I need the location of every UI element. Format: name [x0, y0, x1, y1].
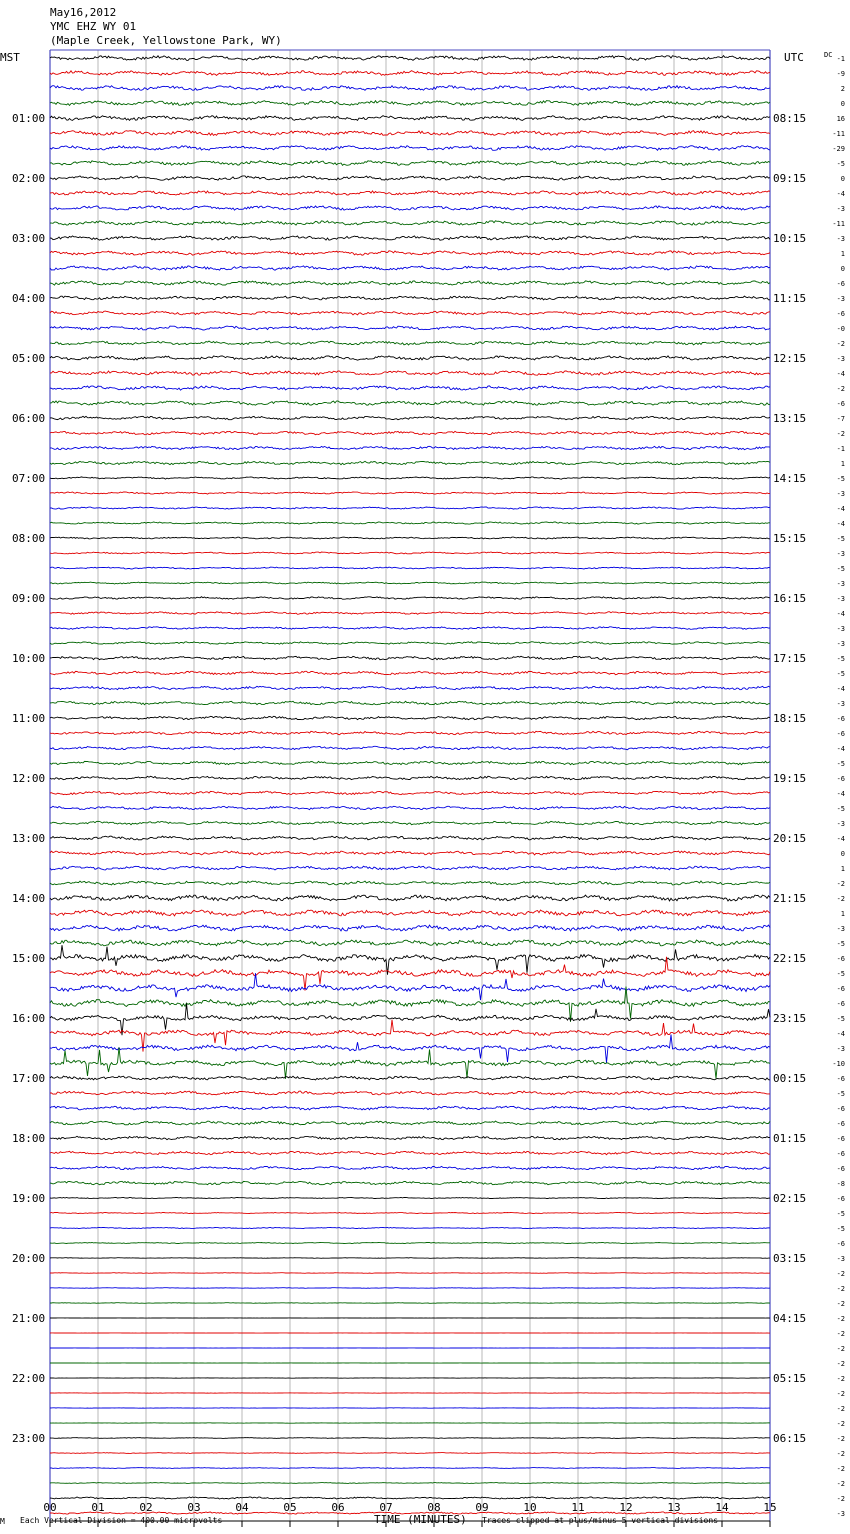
dc-offset-value: -10: [832, 1060, 845, 1068]
trace-line: [50, 311, 770, 315]
trace-line: [50, 131, 770, 136]
right-hour-label: 13:15: [773, 412, 807, 425]
dc-offset-value: -2: [836, 895, 845, 903]
trace-line: [50, 1106, 770, 1110]
dc-offset-value: -8: [836, 1180, 845, 1188]
trace-line: [50, 1020, 770, 1052]
trace-line: [50, 791, 770, 794]
dc-offset-value: -6: [836, 1165, 845, 1173]
dc-offset-value: -2: [836, 1300, 845, 1308]
x-tick-label: 08: [427, 1501, 441, 1514]
trace-line: [50, 973, 770, 1000]
dc-offset-value: -3: [836, 595, 845, 603]
dc-offset-value: -2: [836, 1315, 845, 1323]
trace-line: [50, 1003, 770, 1035]
x-tick-label: 06: [331, 1501, 345, 1514]
trace-line: [50, 1198, 770, 1199]
dc-offset-value: -4: [836, 835, 845, 843]
x-tick-label: 14: [715, 1501, 729, 1514]
dc-offset-value: -6: [836, 310, 845, 318]
dc-offset-value: 2: [840, 85, 845, 93]
dc-offset-value: 0: [840, 850, 845, 858]
clip-note: Traces clipped at plus/minus 5 vertical divisions: [482, 1516, 719, 1525]
trace-line: [50, 356, 770, 360]
trace-line: [50, 627, 770, 630]
dc-offset-value: -2: [836, 1405, 845, 1413]
right-hour-label: 15:15: [773, 532, 807, 545]
dc-offset-value: -3: [836, 925, 845, 933]
dc-offset-value: -2: [836, 1465, 845, 1473]
right-hour-label: 05:15: [773, 1372, 807, 1385]
trace-line: [50, 1035, 770, 1063]
dc-offset-value: -3: [836, 640, 845, 648]
dc-offset-value: -2: [836, 1495, 845, 1503]
dc-offset-value: -6: [836, 775, 845, 783]
right-hour-label: 11:15: [773, 292, 807, 305]
trace-line: [50, 940, 770, 946]
dc-offset-value: -3: [836, 295, 845, 303]
x-tick-label: 07: [379, 1501, 393, 1514]
left-hour-label: 10:00: [12, 652, 46, 665]
dc-offset-value: -6: [836, 715, 845, 723]
dc-offset-value: -2: [836, 1360, 845, 1368]
left-hour-label: 15:00: [12, 952, 46, 965]
dc-offset-value: -3: [836, 580, 845, 588]
dc-offset-value: -3: [836, 550, 845, 558]
dc-offset-value: -6: [836, 985, 845, 993]
dc-offset-value: -1: [836, 445, 845, 453]
left-hour-label: 07:00: [12, 472, 46, 485]
trace-line: [50, 221, 770, 225]
right-hour-label: 06:15: [773, 1432, 807, 1445]
left-hour-label: 16:00: [12, 1012, 46, 1025]
dc-offset-value: -5: [836, 805, 845, 813]
trace-line: [50, 1468, 770, 1469]
dc-offset-value: -2: [836, 1420, 845, 1428]
trace-line: [50, 101, 770, 106]
x-tick-label: 02: [139, 1501, 153, 1514]
dc-offset-value: -11: [832, 220, 845, 228]
trace-line: [50, 161, 770, 166]
dc-offset-value: -3: [836, 700, 845, 708]
right-hour-label: 16:15: [773, 592, 807, 605]
trace-line: [50, 1121, 770, 1125]
trace-line: [50, 416, 770, 419]
trace-line: [50, 1213, 770, 1214]
dc-offset-value: -6: [836, 955, 845, 963]
dc-offset-value: -3: [836, 205, 845, 213]
right-hour-label: 14:15: [773, 472, 807, 485]
dc-offset-value: -6: [836, 1135, 845, 1143]
station-code: YMC EHZ WY 01: [50, 20, 137, 33]
trace-line: [50, 492, 770, 494]
trace-line: [50, 925, 770, 931]
trace-line: [50, 86, 770, 91]
dc-offset-value: -0: [836, 325, 845, 333]
time-grid: [50, 50, 770, 1521]
dc-offset-value: -6: [836, 1000, 845, 1008]
dc-offset-value: -3: [836, 625, 845, 633]
left-hour-label: 14:00: [12, 892, 46, 905]
left-hour-label: 22:00: [12, 1372, 46, 1385]
dc-offset-value: -2: [836, 340, 845, 348]
footer-mark: M: [0, 1517, 5, 1526]
dc-offset-value: -6: [836, 400, 845, 408]
dc-offset-value: -4: [836, 745, 845, 753]
station-location: (Maple Creek, Yellowstone Park, WY): [50, 34, 282, 47]
dc-offset-value: -4: [836, 790, 845, 798]
trace-line: [50, 296, 770, 300]
x-tick-label: 00: [43, 1501, 57, 1514]
left-hour-label: 23:00: [12, 1432, 46, 1445]
right-hour-label: 00:15: [773, 1072, 807, 1085]
trace-line: [50, 431, 770, 434]
trace-line: [50, 612, 770, 615]
trace-line: [50, 1483, 770, 1484]
trace-line: [50, 522, 770, 524]
dc-offset-value: -5: [836, 1090, 845, 1098]
left-hour-label: 18:00: [12, 1132, 46, 1145]
dc-offset-value: 0: [840, 265, 845, 273]
dc-offset-value: -11: [832, 130, 845, 138]
dc-offset-value: -6: [836, 730, 845, 738]
dc-offset-value: -5: [836, 1210, 845, 1218]
dc-offset-value: -5: [836, 940, 845, 948]
trace-line: [50, 866, 770, 870]
right-hour-label: 20:15: [773, 832, 807, 845]
trace-line: [50, 1438, 770, 1439]
right-hour-label: 02:15: [773, 1192, 807, 1205]
dc-offset-value: -4: [836, 610, 845, 618]
trace-line: [50, 1076, 770, 1080]
dc-offset-value: -4: [836, 1030, 845, 1038]
left-hour-label: 08:00: [12, 532, 46, 545]
dc-offset-value: -29: [832, 145, 845, 153]
dc-offset-value: -6: [836, 1120, 845, 1128]
trace-line: [50, 56, 770, 61]
trace-line: [50, 776, 770, 779]
trace-line: [50, 597, 770, 600]
trace-line: [50, 552, 770, 554]
trace-line: [50, 642, 770, 645]
dc-offset-value: -6: [836, 1195, 845, 1203]
left-hour-label: 12:00: [12, 772, 46, 785]
right-hour-label: 23:15: [773, 1012, 807, 1025]
dc-offset-column: [832, 55, 845, 1518]
trace-line: [50, 71, 770, 76]
dc-offset-value: -2: [836, 1480, 845, 1488]
dc-offset-value: -5: [836, 475, 845, 483]
dc-offset-value: -5: [836, 565, 845, 573]
dc-offset-value: -3: [836, 1255, 845, 1263]
dc-offset-value: -3: [836, 235, 845, 243]
seismic-traces: [50, 56, 770, 1515]
left-time-axis: [12, 112, 45, 1445]
left-hour-label: 06:00: [12, 412, 46, 425]
left-hour-label: 09:00: [12, 592, 46, 605]
trace-line: [50, 176, 770, 180]
x-axis-title: TIME (MINUTES): [374, 1513, 467, 1526]
x-tick-label: 12: [619, 1501, 633, 1514]
trace-line: [50, 851, 770, 855]
dc-offset-value: -2: [836, 880, 845, 888]
trace-line: [50, 1243, 770, 1244]
dc-offset-value: -4: [836, 370, 845, 378]
left-hour-label: 11:00: [12, 712, 46, 725]
left-hour-label: 01:00: [12, 112, 46, 125]
scale-note: Each Vertical Division = 400.00 microvolts: [20, 1516, 223, 1525]
dc-offset-value: -2: [836, 1390, 845, 1398]
trace-line: [50, 386, 770, 390]
trace-line: [50, 146, 770, 151]
dc-offset-value: -3: [836, 1045, 845, 1053]
dc-offset-value: -3: [836, 1510, 845, 1518]
right-hour-label: 21:15: [773, 892, 807, 905]
right-hour-label: 04:15: [773, 1312, 807, 1325]
trace-line: [50, 881, 770, 885]
dc-offset-value: 0: [840, 100, 845, 108]
dc-offset-value: -1: [836, 55, 845, 63]
dc-offset-value: -2: [836, 1285, 845, 1293]
dc-offset-value: 1: [840, 250, 845, 258]
trace-line: [50, 656, 770, 659]
trace-line: [50, 910, 770, 916]
trace-line: [50, 401, 770, 405]
dc-offset-value: -6: [836, 280, 845, 288]
x-tick-label: 03: [187, 1501, 201, 1514]
trace-line: [50, 957, 770, 991]
left-hour-label: 21:00: [12, 1312, 46, 1325]
x-tick-label: 11: [571, 1501, 585, 1514]
right-hour-label: 12:15: [773, 352, 807, 365]
x-tick-label: 09: [475, 1501, 489, 1514]
trace-line: [50, 1228, 770, 1229]
dc-offset-value: -2: [836, 1270, 845, 1278]
dc-offset-value: -4: [836, 505, 845, 513]
right-hour-label: 01:15: [773, 1132, 807, 1145]
trace-line: [50, 1453, 770, 1454]
trace-line: [50, 326, 770, 330]
dc-offset-value: -5: [836, 535, 845, 543]
right-hour-label: 03:15: [773, 1252, 807, 1265]
trace-line: [50, 746, 770, 749]
trace-line: [50, 537, 770, 539]
dc-offset-value: -5: [836, 160, 845, 168]
trace-line: [50, 371, 770, 375]
dc-offset-value: 1: [840, 910, 845, 918]
dc-offset-value: -5: [836, 1225, 845, 1233]
trace-line: [50, 761, 770, 764]
left-hour-label: 05:00: [12, 352, 46, 365]
right-hour-label: 17:15: [773, 652, 807, 665]
trace-line: [50, 1288, 770, 1289]
dc-offset-value: -3: [836, 355, 845, 363]
dc-offset-value: -2: [836, 1450, 845, 1458]
trace-line: [50, 701, 770, 704]
trace-line: [50, 477, 770, 479]
record-date: May16,2012: [50, 6, 117, 19]
trace-line: [50, 1181, 770, 1184]
right-timezone-label: UTC: [784, 51, 804, 64]
dc-offset-value: -7: [836, 415, 845, 423]
dc-offset-value: 1: [840, 865, 845, 873]
dc-offset-value: 1: [840, 460, 845, 468]
trace-line: [50, 1151, 770, 1154]
trace-line: [50, 446, 770, 449]
left-hour-label: 02:00: [12, 172, 46, 185]
dc-offset-value: -3: [836, 820, 845, 828]
dc-offset-value: -6: [836, 1150, 845, 1158]
trace-line: [50, 821, 770, 825]
trace-line: [50, 116, 770, 121]
trace-line: [50, 507, 770, 509]
dc-offset-value: -5: [836, 670, 845, 678]
left-hour-label: 19:00: [12, 1192, 46, 1205]
left-hour-label: 20:00: [12, 1252, 46, 1265]
dc-offset-value: -6: [836, 1240, 845, 1248]
trace-line: [50, 191, 770, 195]
right-time-axis: [773, 112, 806, 1445]
trace-line: [50, 1258, 770, 1259]
trace-line: [50, 806, 770, 809]
dc-offset-value: -4: [836, 685, 845, 693]
trace-line: [50, 1166, 770, 1169]
trace-line: [50, 281, 770, 285]
dc-offset-value: -6: [836, 1105, 845, 1113]
dc-offset-value: -5: [836, 1015, 845, 1023]
dc-offset-value: -4: [836, 190, 845, 198]
trace-line: [50, 1273, 770, 1274]
trace-line: [50, 686, 770, 689]
dc-offset-value: -2: [836, 430, 845, 438]
trace-line: [50, 266, 770, 270]
right-hour-label: 18:15: [773, 712, 807, 725]
trace-line: [50, 671, 770, 675]
dc-offset-value: -3: [836, 490, 845, 498]
x-tick-label: 15: [763, 1501, 777, 1514]
trace-line: [50, 251, 770, 255]
dc-offset-value: -2: [836, 1330, 845, 1338]
dc-offset-value: -2: [836, 385, 845, 393]
trace-line: [50, 1047, 770, 1079]
x-tick-label: 13: [667, 1501, 681, 1514]
dc-column-label: DC: [824, 51, 833, 59]
dc-offset-value: -5: [836, 655, 845, 663]
trace-line: [50, 567, 770, 569]
trace-line: [50, 236, 770, 240]
trace-line: [50, 731, 770, 735]
trace-line: [50, 716, 770, 719]
trace-line: [50, 206, 770, 210]
right-hour-label: 08:15: [773, 112, 807, 125]
dc-offset-value: -2: [836, 1435, 845, 1443]
trace-line: [50, 836, 770, 840]
dc-offset-value: -4: [836, 520, 845, 528]
trace-line: [50, 1497, 770, 1499]
dc-offset-value: 16: [836, 115, 845, 123]
right-hour-label: 10:15: [773, 232, 807, 245]
dc-offset-value: -9: [836, 70, 845, 78]
dc-offset-value: 0: [840, 175, 845, 183]
x-tick-label: 05: [283, 1501, 297, 1514]
dc-offset-value: -5: [836, 760, 845, 768]
x-tick-label: 10: [523, 1501, 537, 1514]
trace-line: [50, 461, 770, 464]
left-hour-label: 04:00: [12, 292, 46, 305]
trace-line: [50, 582, 770, 584]
trace-line: [50, 1303, 770, 1304]
trace-line: [50, 1091, 770, 1095]
left-hour-label: 17:00: [12, 1072, 46, 1085]
x-tick-label: 04: [235, 1501, 249, 1514]
dc-offset-value: -6: [836, 1075, 845, 1083]
dc-offset-value: -5: [836, 970, 845, 978]
left-hour-label: 13:00: [12, 832, 46, 845]
right-hour-label: 19:15: [773, 772, 807, 785]
right-hour-label: 09:15: [773, 172, 807, 185]
trace-line: [50, 895, 770, 901]
trace-line: [50, 1136, 770, 1139]
dc-offset-value: -2: [836, 1375, 845, 1383]
dc-offset-value: -2: [836, 1345, 845, 1353]
x-tick-label: 01: [91, 1501, 105, 1514]
left-timezone-label: MST: [0, 51, 20, 64]
left-hour-label: 03:00: [12, 232, 46, 245]
trace-line: [50, 341, 770, 345]
right-hour-label: 22:15: [773, 952, 807, 965]
